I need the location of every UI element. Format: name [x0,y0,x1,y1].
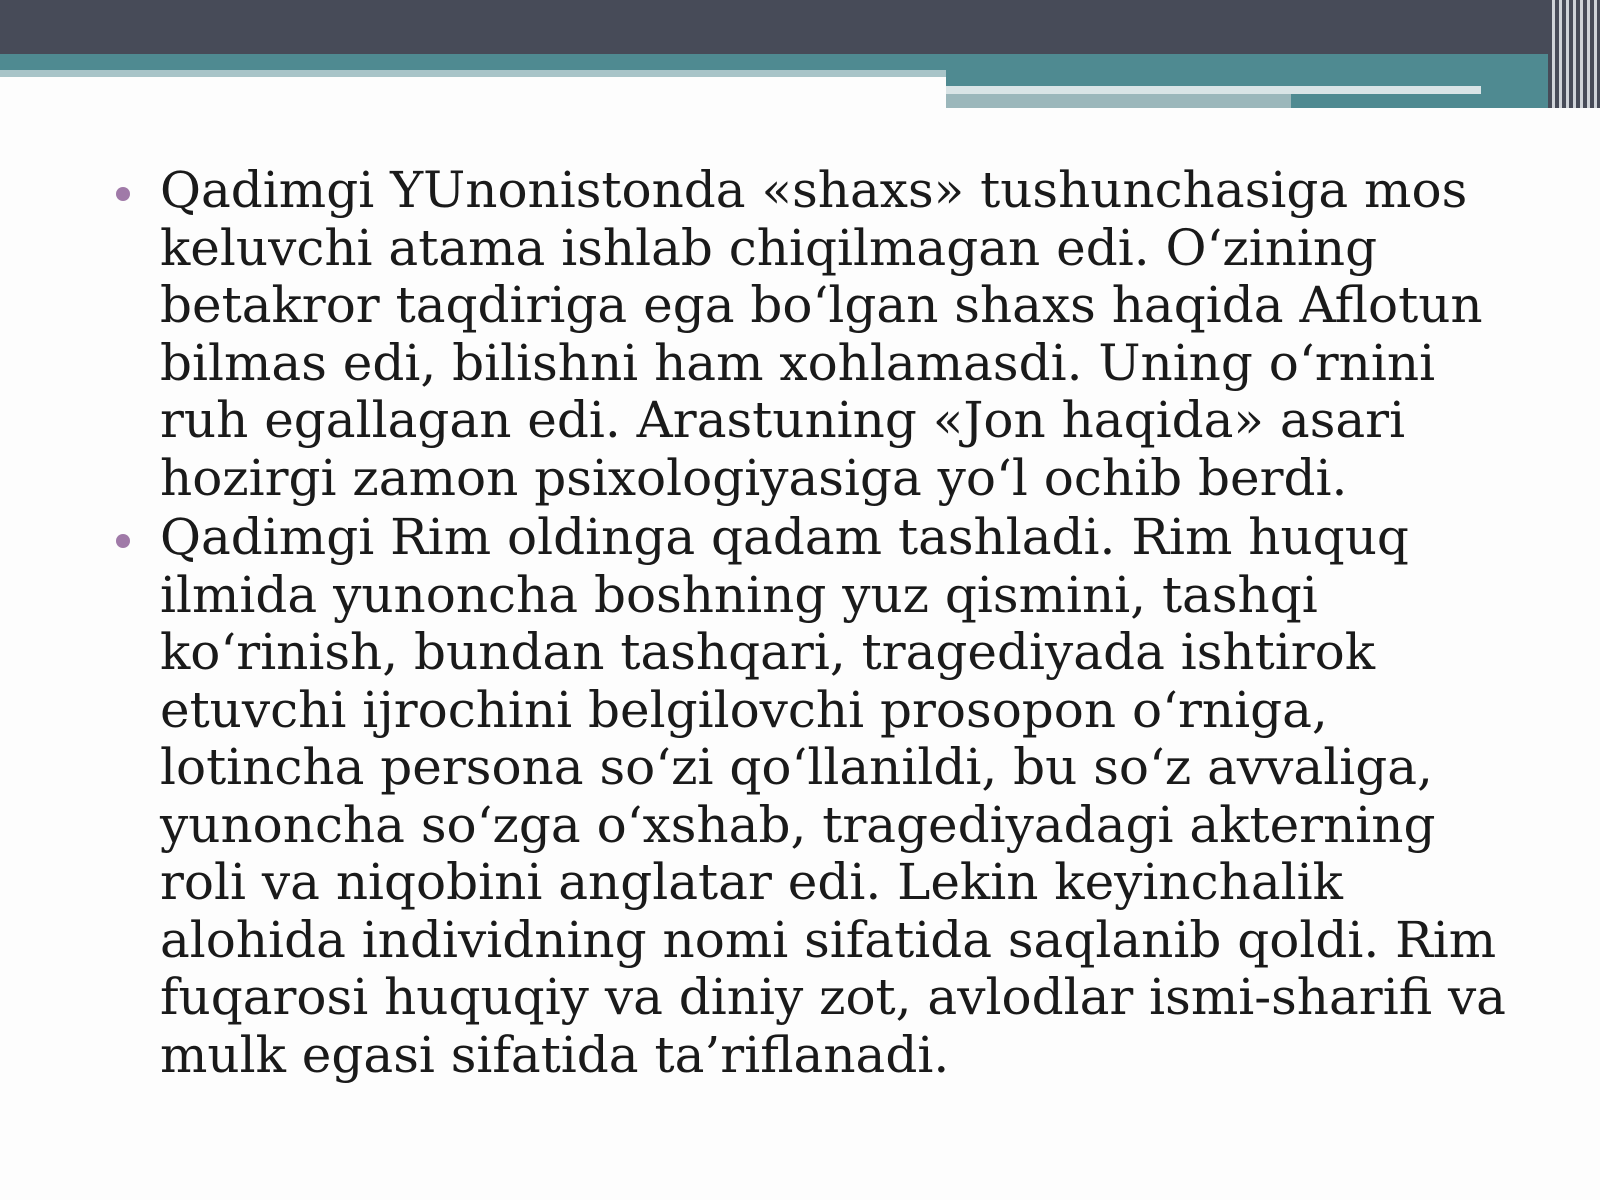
header-stripes-decoration [1548,0,1600,108]
header-teal-bar-right-shade [946,94,1291,108]
bullet-text: Qadimgi YUnonistonda «shaxs» tushunchasiga mos keluvchi atama ishlab chiqilmagan edi. O‘zining betakror taqdiriga ega bo‘lgan shaxs haqida Aflotun bilmas edi, bilishni ham xohlamasdi. Uning o‘rnini ruh egallagan edi. Arastuning «Jon haqida» asari hozirgi zamon psixologiyasiga yo‘l ochib berdi. [160,161,1483,507]
bullet-list [110,162,1510,1084]
header-dark-bar [0,0,1600,54]
bullet-item [110,162,1510,507]
bullet-item [110,509,1510,1084]
bullet-dot-icon [116,534,130,548]
bullet-dot-icon [116,187,130,201]
header-teal-bar-left-shade [0,70,946,77]
header-teal-bar-left [0,54,946,70]
slide-header-band [0,0,1600,108]
slide-body [110,162,1510,1086]
header-teal-bar-right-highlight [946,86,1481,94]
bullet-text: Qadimgi Rim oldinga qadam tashladi. Rim huquq ilmida yunoncha boshning yuz qismini, tashqi ko‘rinish, bundan tashqari, tragediyada ishtirok etuvchi ijrochini belgilovchi prosopon o‘rniga, lotincha persona so‘zi qo‘llanildi, bu so‘z avvaliga, yunoncha so‘zga o‘xshab, tragediyadagi akterning roli va niqobini anglatar edi. Lekin keyinchalik alohida individning nomi sifatida saqlanib qoldi. Rim fuqarosi huquqiy va diniy zot, avlodlar ismi-sharifi va mulk egasi sifatida ta’riflanadi. [160,508,1506,1084]
